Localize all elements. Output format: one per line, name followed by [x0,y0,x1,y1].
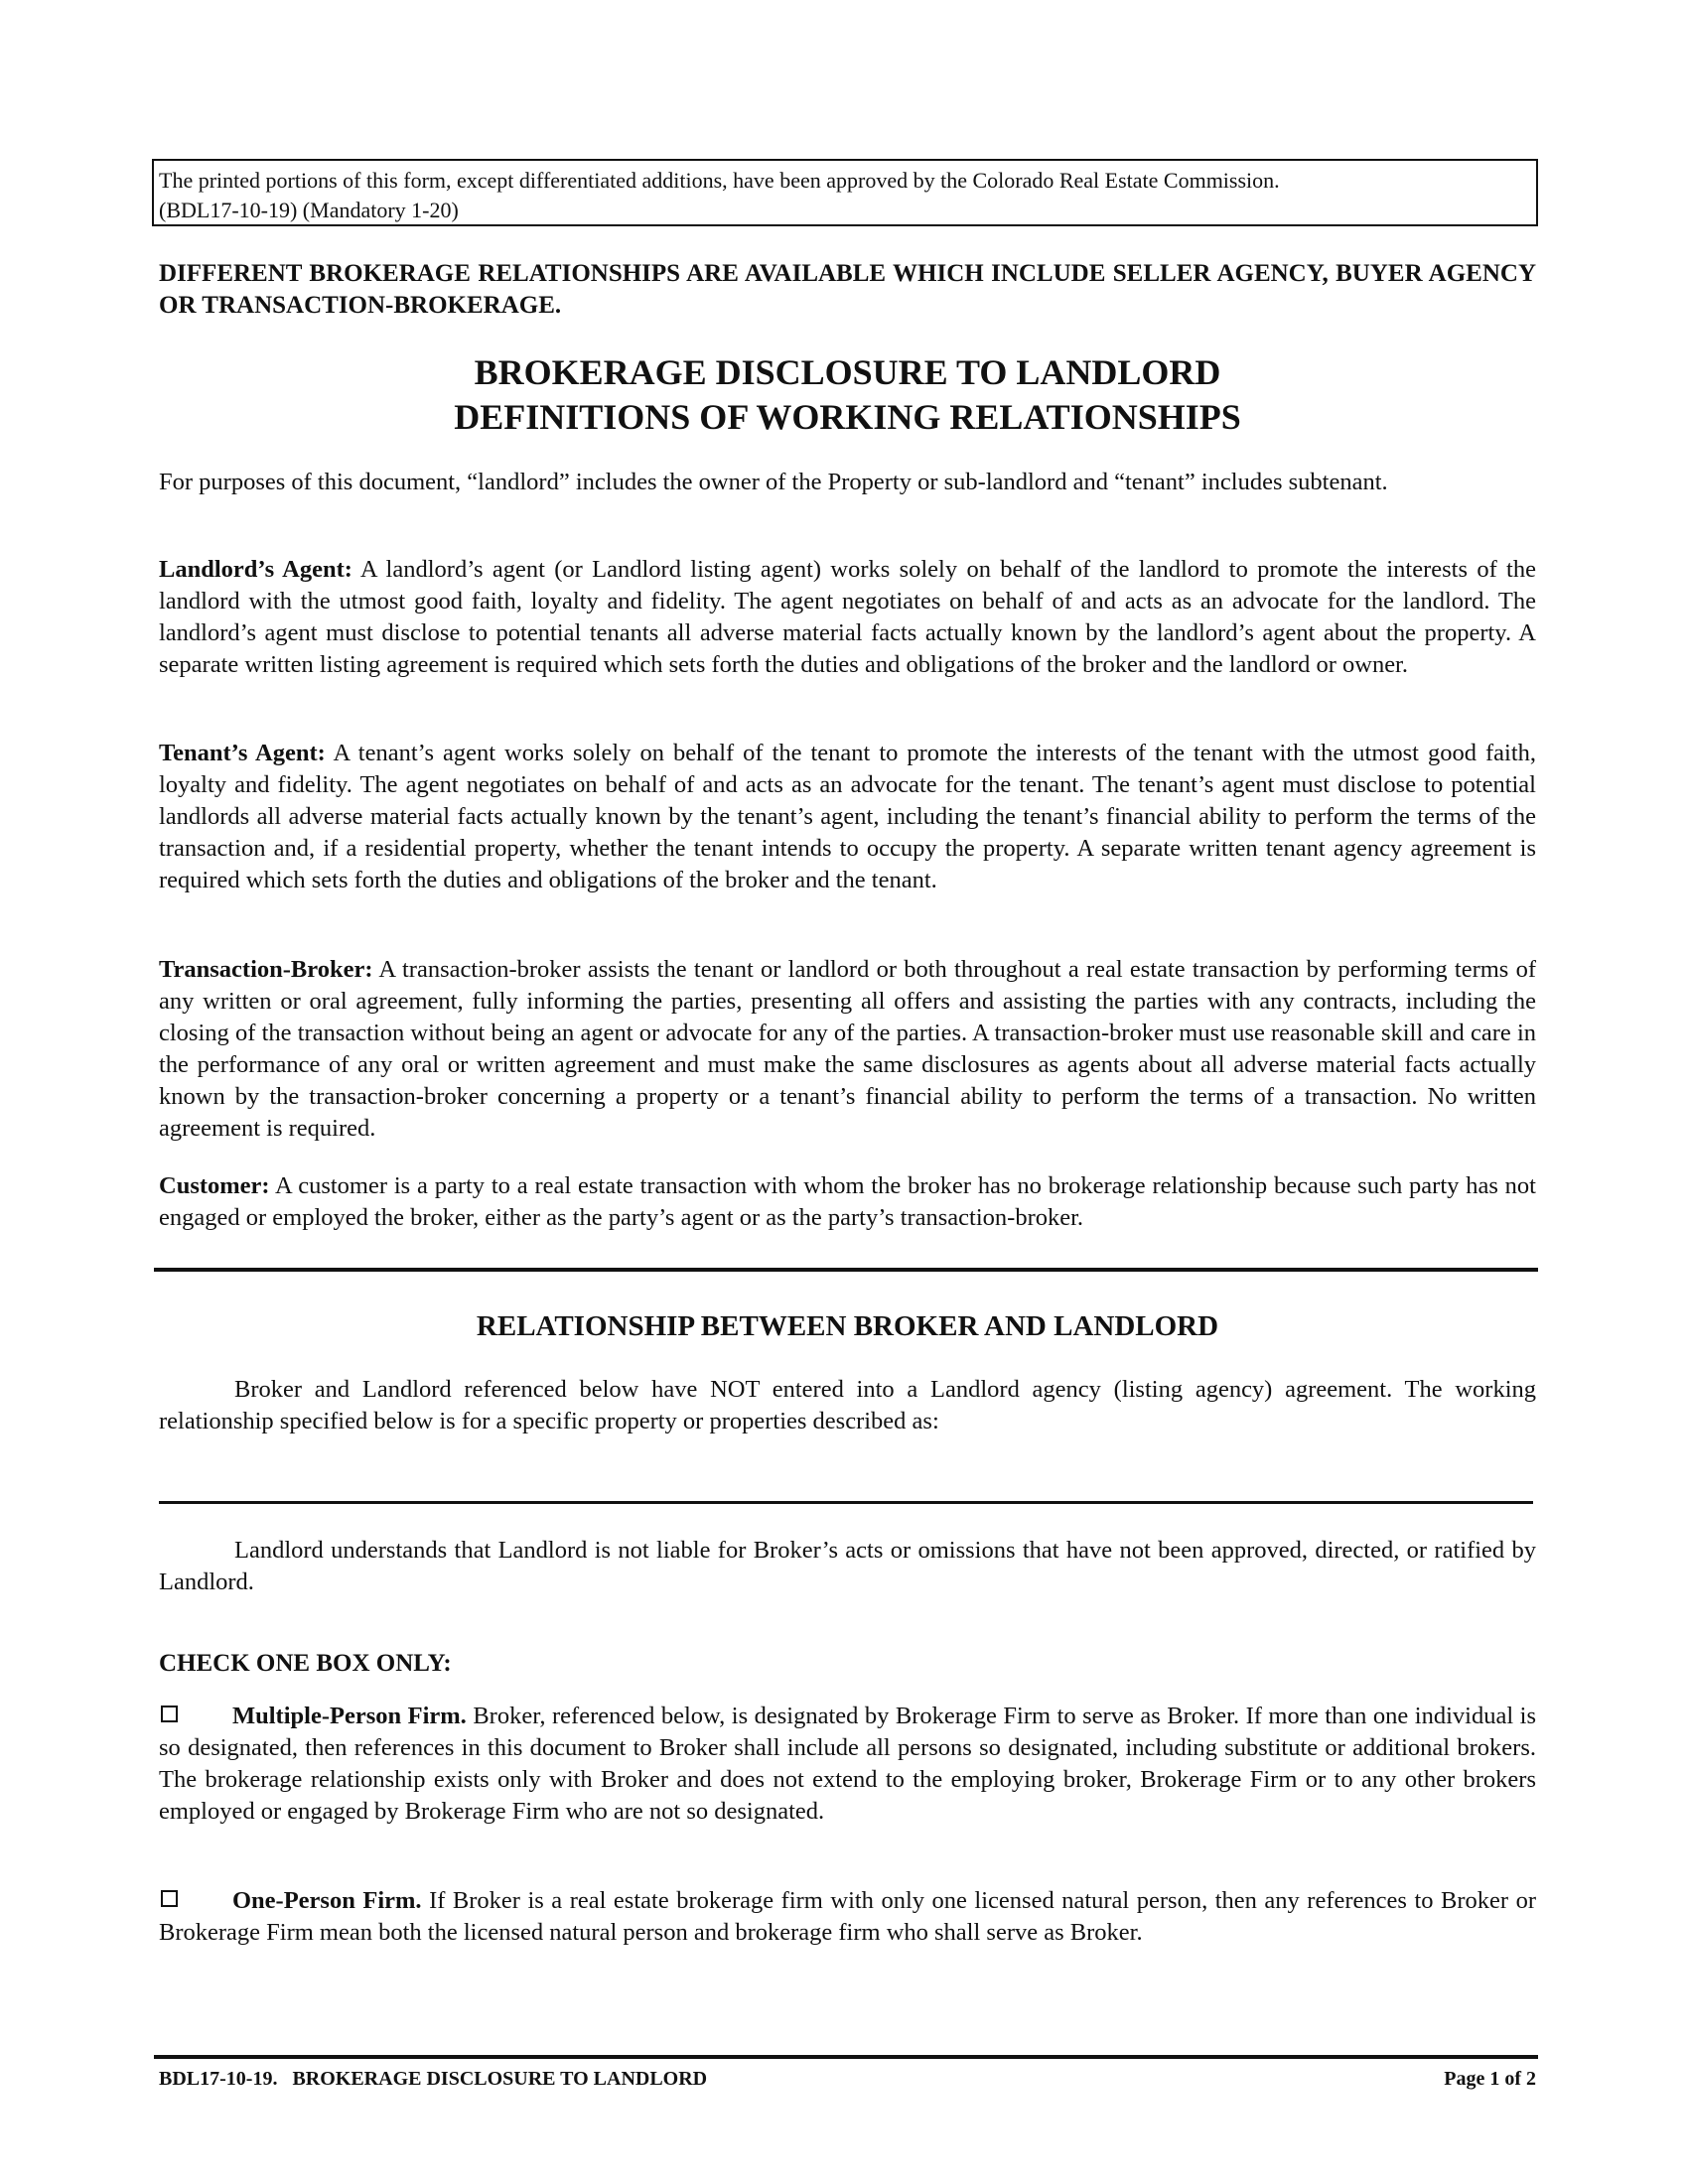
customer-definition [159,1170,1536,1234]
document-title [159,350,1536,440]
tenant-agent-term: Tenant’s Agent: [159,740,326,766]
approval-notice-box [152,159,1538,226]
tenant-agent-definition [159,738,1536,896]
tenant-agent-text: A tenant’s agent works solely on behalf of the tenant to promote the interests of the tenant with the utmost good faith, loyalty and fidelity. The agent negotiates on behalf of and acts as an advocate for the tenant. The tenant’s agent must disclose to potential landlords all adverse material facts actually known by the tenant’s agent, including the tenant’s financial ability to perform the terms of the transaction and, if a residential property, whether the tenant intends to occupy the property. A separate written tenant agency agreement is required which sets forth the duties and obligations of the broker and the tenant. [159,740,1536,893]
transaction-broker-term: Transaction-Broker: [159,956,373,983]
one-person-firm-option [159,1885,1536,1949]
approval-line-1: The printed portions of this form, except differentiated additions, have been approved by the Colorado Real Estate Commission. [159,168,1280,193]
footer-page-number: Page 1 of 2 [1444,2068,1536,2090]
check-one-box-heading: CHECK ONE BOX ONLY: [159,1650,452,1677]
one-person-firm-checkbox[interactable] [161,1890,178,1907]
property-description-blank-line[interactable] [159,1501,1533,1504]
footer-form-id: BDL17-10-19. BROKERAGE DISCLOSURE TO LANDLORD [159,2068,708,2090]
landlord-agent-definition [159,554,1536,681]
multiple-person-firm-option [159,1701,1536,1828]
footer-divider [154,2055,1538,2059]
landlord-agent-text: A landlord’s agent (or Landlord listing agent) works solely on behalf of the landlord to promote the interests of the landlord with the utmost good faith, loyalty and fidelity. The agent negotiates on behalf of and acts as an advocate for the landlord. The landlord’s agent must disclose to potential tenants all adverse material facts actually known by the landlord’s agent about the property. A separate written listing agreement is required which sets forth the duties and obligations of the broker and the landlord or owner. [159,556,1536,678]
customer-term: Customer: [159,1172,270,1199]
liability-paragraph: Landlord understands that Landlord is not liable for Broker’s acts or omissions that have not been approved, directed, or ratified by Landlord. [159,1537,1536,1595]
relationship-paragraph: Broker and Landlord referenced below have NOT entered into a Landlord agency (listing agency) agreement. The working relationship specified below is for a specific property or properties described as: [159,1376,1536,1434]
relationship-section-title: RELATIONSHIP BETWEEN BROKER AND LANDLORD [476,1310,1219,1342]
title-line-1: BROKERAGE DISCLOSURE TO LANDLORD [474,352,1221,392]
multiple-person-firm-text: Broker, referenced below, is designated by Brokerage Firm to serve as Broker. If more than one individual is so designated, then references in this document to Broker shall include all persons so designated, including substitute or additional brokers. The brokerage relationship exists only with Broker and does not extend to the employing broker, Brokerage Firm or to any other brokers employed or engaged by Brokerage Firm who are not so designated. [159,1703,1537,1825]
title-line-2: DEFINITIONS OF WORKING RELATIONSHIPS [454,397,1241,437]
approval-line-2: (BDL17-10-19) (Mandatory 1-20) [159,198,459,222]
one-person-firm-term: One-Person Firm. [232,1887,422,1914]
customer-text: A customer is a party to a real estate transaction with whom the broker has no brokerage relationship because such party has not engaged or employed the broker, either as the party’s agent or as the party’s transaction-broker. [159,1172,1536,1231]
definitions-intro: For purposes of this document, “landlord” includes the owner of the Property or sub-landlord and “tenant” includes subtenant. [159,469,1388,495]
transaction-broker-text: A transaction-broker assists the tenant or landlord or both throughout a real estate transaction by performing terms of any written or oral agreement, fully informing the parties, presenting all offers and assisting the parties with any contracts, including the closing of the transaction without being an agent or advocate for any of the parties. A transaction-broker must use reasonable skill and care in the performance of any oral or written agreement and must make the same disclosures as agents about all adverse material facts actually known by the transaction-broker concerning a property or a tenant’s financial ability to perform the terms of a transaction. No written agreement is required. [159,956,1536,1142]
section-divider [154,1268,1538,1272]
multiple-person-firm-term: Multiple-Person Firm. [232,1703,467,1729]
transaction-broker-definition [159,954,1536,1145]
one-person-firm-text: If Broker is a real estate brokerage firm with only one licensed natural person, then any references to Broker or Brokerage Firm mean both the licensed natural person and brokerage firm who shall serve as Broker. [159,1887,1536,1946]
multiple-person-firm-checkbox[interactable] [161,1706,178,1722]
brokerage-relationships-banner: DIFFERENT BROKERAGE RELATIONSHIPS ARE AVAILABLE WHICH INCLUDE SELLER AGENCY, BUYER AGENCY OR TRANSACTION-BROKERAGE. [159,260,1536,319]
landlord-agent-term: Landlord’s Agent: [159,556,352,583]
